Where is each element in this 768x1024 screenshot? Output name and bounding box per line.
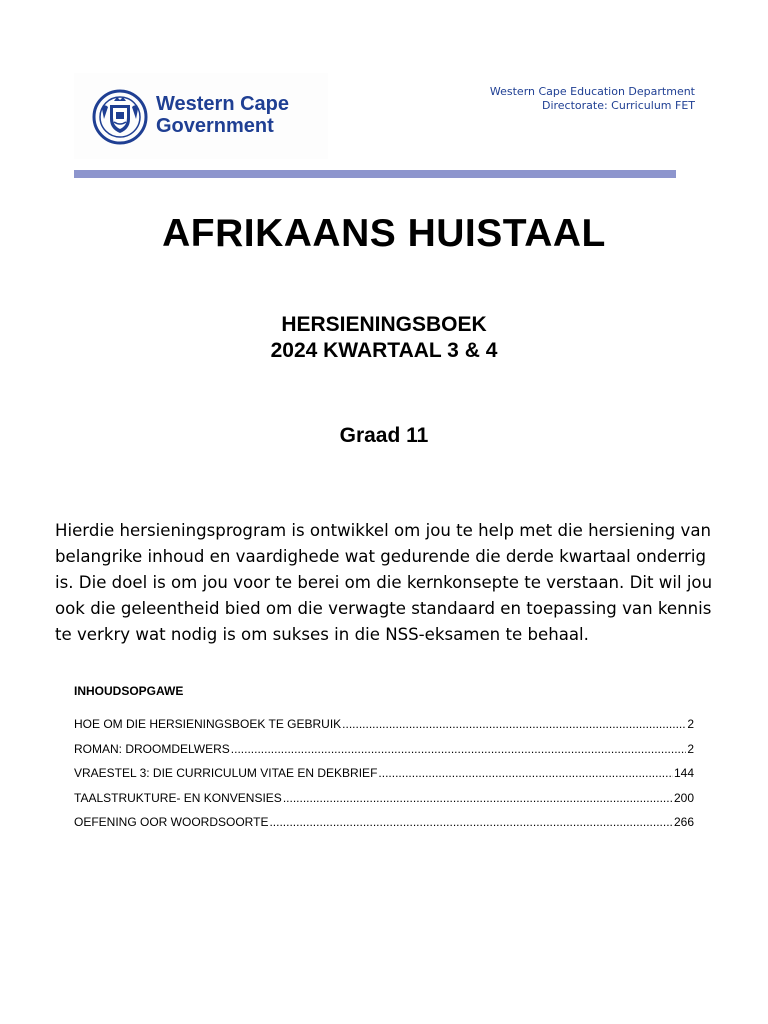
toc-entry-page: 200 [673,790,694,805]
toc-entry[interactable] [74,815,694,840]
intro-paragraph: Hierdie hersieningsprogram is ontwikkel om jou te help met die hersiening van belangrike inhoud en vaardighede wat gedurende die derde kwartaal onderrig is. Die doel is om jou voor te berei om die kernkonsepte te verstaan. Dit wil jou ook die geleentheid bied om die verwagte standaard en toepassing van kennis te verkry wat nodig is om sukses in die NSS-eksamen te behaal. [55,521,713,644]
department-info [490,85,695,113]
directorate-name: Directorate: Curriculum FET [541,99,695,112]
toc-entry-label: HOE OM DIE HERSIENINGSBOEK TE GEBRUIK [74,717,342,731]
toc-entry[interactable] [74,791,694,816]
logo-line-2: Government [156,115,274,137]
toc-entry-page: 266 [673,815,694,829]
logo-wordmark [156,93,289,137]
department-name: Western Cape Education Department [489,85,695,98]
subtitle-line-1: HERSIENINGSBOEK [281,313,487,336]
table-of-contents [74,717,694,840]
header-divider [74,170,676,178]
toc-entry-page: 2 [687,741,694,756]
toc-leader-dots [283,791,673,805]
toc-entry-label: VRAESTEL 3: DIE CURRICULUM VITAE EN DEKBRIEF [74,766,378,780]
subtitle-line-2: 2024 KWARTAAL 3 & 4 [270,339,498,362]
toc-entry-label: OEFENING OOR WOORDSOORTE [74,815,269,829]
toc-entry[interactable] [74,742,694,767]
toc-entry-label: TAALSTRUKTURE- EN KONVENSIES [74,790,282,805]
toc-leader-dots [378,766,673,780]
toc-leader-dots [269,815,673,829]
toc-heading: INHOUDSOPGAWE [74,684,184,698]
toc-entry-label: ROMAN: DROOMDELWERS [74,741,230,756]
toc-entry-page: 2 [687,717,694,731]
toc-entry-page: 144 [673,766,694,780]
toc-entry[interactable] [74,717,694,742]
document-title: AFRIKAANS HUISTAAL [162,212,606,255]
grade-label: Graad 11 [339,424,429,447]
toc-entry[interactable] [74,766,694,791]
document-subtitle [0,312,768,364]
toc-leader-dots [231,742,687,756]
western-cape-crest-icon [92,89,148,145]
logo-line-1: Western Cape [156,93,290,115]
toc-leader-dots [342,717,686,731]
